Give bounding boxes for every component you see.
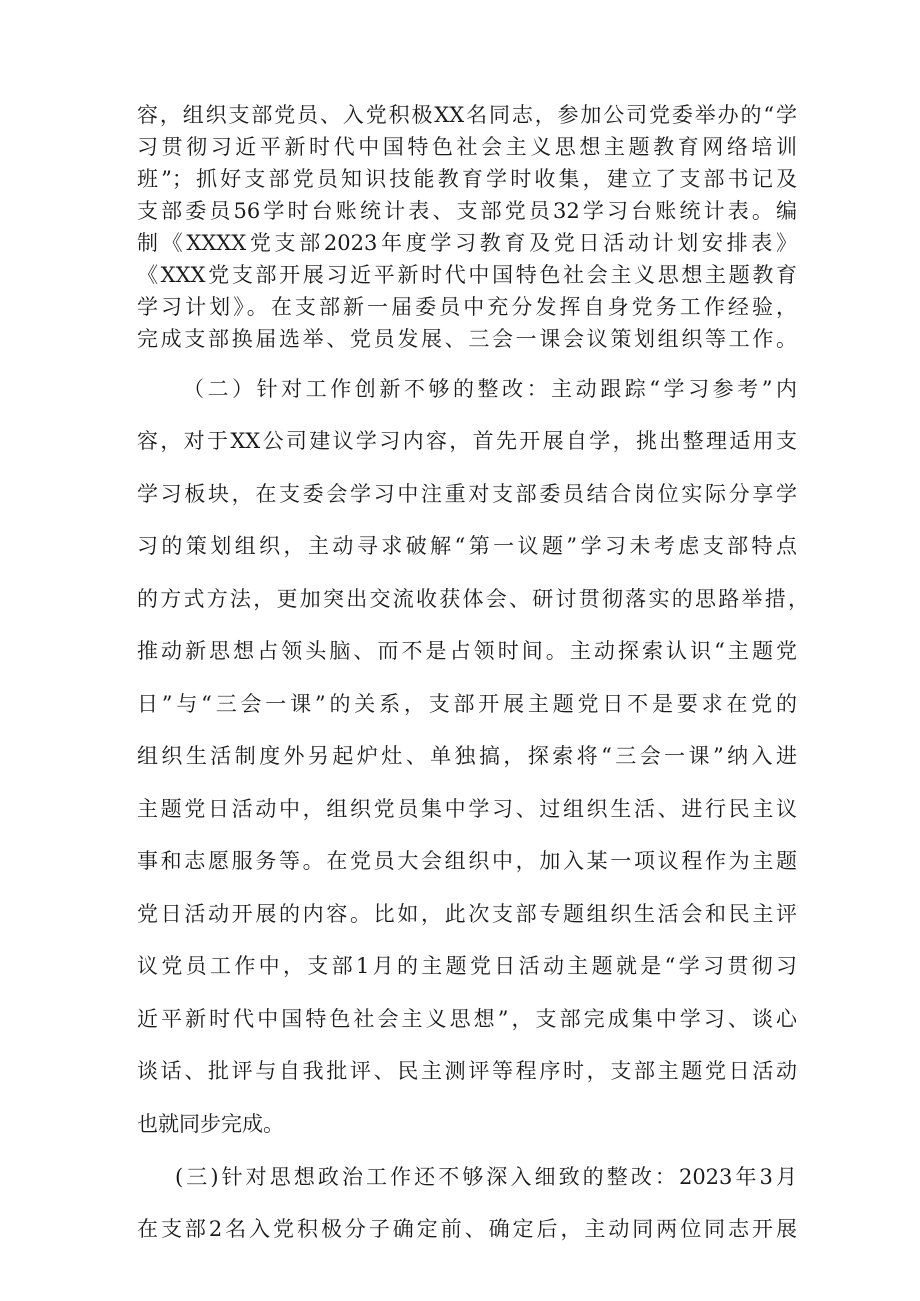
paragraph-line: 党日活动开展的内容。比如，此次支部专题组织生活会和民主评 <box>137 902 797 926</box>
paragraph-line: 完成支部换届选举、党员发展、三会一课会议策划组织等工作。 <box>137 327 797 351</box>
paragraph-line: 组织生活制度外另起炉灶、单独搞，探索将“三会一课”纳入进 <box>137 744 797 768</box>
paragraph-line: （二）针对工作创新不够的整改：主动跟踪“学习参考”内 <box>183 377 797 401</box>
paragraph-line: 的方式方法，更加突出交流收获体会、研讨贯彻落实的思路举措， <box>137 587 809 611</box>
paragraph-line: 习的策划组织，主动寻求破解“第一议题”学习未考虑支部特点 <box>137 534 797 558</box>
paragraph-line: 支部委员56学时台账统计表、支部党员32学习台账统计表。编 <box>137 199 797 223</box>
paragraph-line: (三)针对思想政治工作还不够深入细致的整改：2023年3月 <box>175 1165 797 1189</box>
paragraph-line: 事和志愿服务等。在党员大会组织中，加入某一项议程作为主题 <box>137 849 797 873</box>
paragraph-line: 谈话、批评与自我批评、民主测评等程序时，支部主题党日活动 <box>137 1059 797 1083</box>
paragraph-line: 也就同步完成。 <box>137 1112 284 1136</box>
paragraph-line: 《XXX党支部开展习近平新时代中国特色社会主义思想主题教育 <box>137 263 797 287</box>
paragraph-line: 容，对于XX公司建议学习内容，首先开展自学，挑出整理适用支 <box>137 429 797 453</box>
paragraph-line: 制《XXXX党支部2023年度学习教育及党日活动计划安排表》 <box>137 231 797 255</box>
paragraph-line: 主题党日活动中，组织党员集中学习、过组织生活、进行民主议 <box>137 797 797 821</box>
paragraph-line: 容，组织支部党员、入党积极XX名同志，参加公司党委举办的“学 <box>137 103 797 127</box>
paragraph-line: 习贯彻习近平新时代中国特色社会主义思想主题教育网络培训 <box>137 135 797 159</box>
paragraph-line: 议党员工作中，支部1月的主题党日活动主题就是“学习贯彻习 <box>137 954 797 978</box>
paragraph-line: 班”；抓好支部党员知识技能教育学时收集，建立了支部书记及 <box>137 167 797 191</box>
paragraph-line: 日”与“三会一课”的关系，支部开展主题党日不是要求在党的 <box>137 692 797 716</box>
paragraph-line: 学习板块，在支委会学习中注重对支部委员结合岗位实际分享学 <box>137 482 797 506</box>
paragraph-line: 学习计划》。在支部新一届委员中充分发挥自身党务工作经验， <box>137 295 797 319</box>
paragraph-line: 近平新时代中国特色社会主义思想”，支部完成集中学习、谈心 <box>137 1007 797 1031</box>
paragraph-line: 在支部2名入党积极分子确定前、确定后，主动同两位同志开展 <box>137 1217 797 1241</box>
paragraph-line: 推动新思想占领头脑、而不是占领时间。主动探索认识“主题党 <box>137 639 797 663</box>
